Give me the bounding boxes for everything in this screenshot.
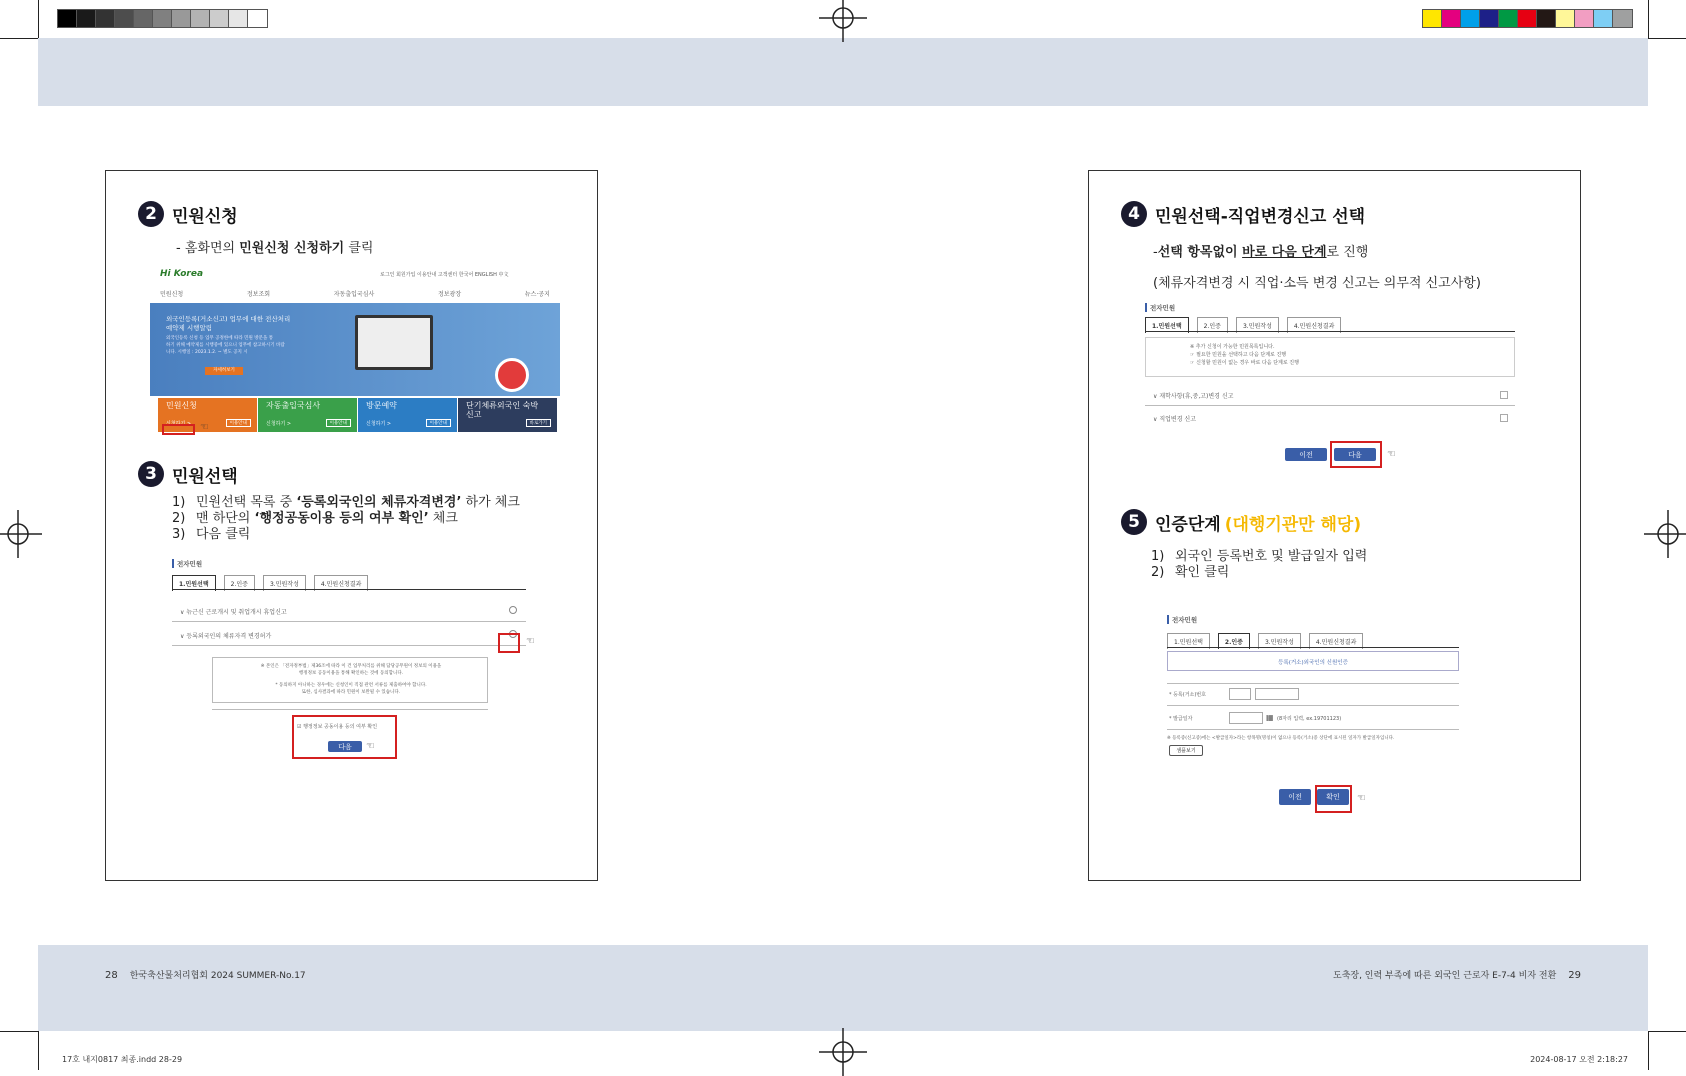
- crop-mark: [0, 1031, 38, 1032]
- section-2-heading: [138, 201, 238, 227]
- pointing-hand-icon: ☜: [366, 741, 375, 752]
- section-title: 민원선택-직업변경신고 선택: [1155, 206, 1366, 227]
- next-button[interactable]: 다음: [328, 741, 362, 752]
- service-tile-4[interactable]: [458, 398, 557, 432]
- reg-number-input-1[interactable]: [1229, 688, 1251, 700]
- footer-right: [1333, 968, 1581, 981]
- auth-title-box: 등록(거소)외국인의 신원인증: [1167, 651, 1459, 671]
- tile-guide-button[interactable]: 바로가기: [526, 419, 551, 427]
- step-2: 2) 확인 클릭: [1151, 565, 1230, 580]
- bottom-band: [38, 945, 1648, 1031]
- section-4-line2: (체류자격변경 시 직업·소득 변경 신고는 의무적 신고사항): [1153, 276, 1481, 291]
- option-row-1[interactable]: ∨ 뉴근신 근로개시 및 취업개시 휴업신고: [180, 609, 287, 616]
- hikorea-screenshot: [150, 263, 560, 433]
- hikorea-logo: Hi Korea: [160, 269, 204, 279]
- crop-mark: [0, 38, 38, 39]
- tile-name: 단기체류외국인 숙박 신고: [466, 401, 539, 419]
- banner-detail-button[interactable]: 자세히보기: [205, 367, 243, 375]
- monitor-image: [355, 315, 433, 370]
- step-3: 3) 다음 클릭: [172, 527, 251, 542]
- section-title: 민원신청: [172, 206, 238, 227]
- confirm-button[interactable]: 확인: [1317, 789, 1349, 805]
- tile-apply-link[interactable]: 신청하기 >: [266, 421, 292, 427]
- info-box: ※ 추가 신청이 가능한 민원목록입니다. ☞ 필요한 민원을 선택하고 다음 단계로 진행 ☞ 신청할 민원이 없는 경우 바로 다음 단계로 진행: [1145, 337, 1515, 377]
- pointing-hand-icon: ☜: [1357, 793, 1366, 804]
- service-tiles: [158, 398, 558, 432]
- tile-name: 민원신청: [166, 401, 197, 410]
- auth-screenshot: [1167, 613, 1467, 783]
- option-checkbox-2[interactable]: [1500, 414, 1508, 422]
- pointing-hand-icon: ☜: [526, 636, 535, 647]
- issue-date-hint: (8자리 입력, ex.19701123): [1277, 716, 1342, 722]
- tab-step-1[interactable]: 1.민원선택: [172, 575, 216, 591]
- issue-date-input[interactable]: [1229, 712, 1263, 724]
- tab-step-4[interactable]: 4.민원신청결과: [314, 575, 369, 591]
- footer-left: [105, 968, 306, 981]
- menu-item-4[interactable]: 정보광장: [438, 291, 462, 298]
- step-2: 2) 맨 하단의 ‘행정공동이용 등의 여부 확인’ 체크: [172, 511, 458, 526]
- service-tile-2[interactable]: [258, 398, 357, 432]
- crop-mark: [38, 1031, 39, 1070]
- tab-step-2[interactable]: 2.인증: [224, 575, 255, 591]
- article-title: 도축장, 인력 부족에 따른 외국인 근로자 E-7-4 비자 전환: [1333, 971, 1557, 981]
- crop-mark: [1648, 1031, 1649, 1070]
- auth-note: ※ 등록증(신고증)에는 <발급일자>라는 항목명(명칭)이 없으나 등록(거소)증 상단에 표시된 일자가 발급일자입니다.: [1167, 736, 1395, 741]
- menu-item-2[interactable]: 정보조회: [246, 291, 271, 298]
- reg-number-label: * 등록(거소)번호: [1169, 692, 1206, 698]
- screen-header: 전자민원: [1145, 303, 1175, 312]
- option-radio-1[interactable]: [509, 606, 517, 614]
- crop-mark: [38, 0, 39, 38]
- reg-number-input-2[interactable]: [1255, 688, 1299, 700]
- section-title: 민원선택: [172, 466, 238, 487]
- tile-guide-button[interactable]: 이용안내: [426, 419, 451, 427]
- registration-mark-icon: [0, 510, 42, 558]
- tab-step-3[interactable]: 3.민원작성: [1258, 633, 1301, 649]
- job-change-screenshot: [1145, 301, 1517, 441]
- banner-body: 외국인등록 신청 등 업무 공정한에 따라 민원 방문을 통 하기 위해 예약제를 시행중에 있으니 업무에 참고하시기 바랍 니다. 시행일 : 2023.1.2. ~ 별도 공지 시: [166, 336, 285, 355]
- publication-title: 한국축산물처리협회 2024 SUMMER-No.17: [129, 971, 306, 981]
- tile-name: 방문예약: [366, 401, 397, 410]
- section-3-heading: [138, 461, 238, 487]
- section-5-steps: [1151, 549, 1367, 581]
- step-1: 1) 민원선택 목록 중 ‘등록외국인의 체류자격변경’ 하가 체크: [172, 495, 520, 510]
- highlight-box: [162, 424, 195, 435]
- tile-name: 자동출입국심사: [266, 401, 321, 410]
- section-4-line1: -선택 항목없이 바로 다음 단계로 진행: [1153, 245, 1369, 260]
- option-row-1[interactable]: ∨ 재학사항(휴,중,고)변경 신고: [1153, 393, 1234, 400]
- tab-step-1[interactable]: 1.민원선택: [1145, 317, 1189, 333]
- tile-apply-link[interactable]: 신청하기 >: [366, 421, 392, 427]
- grayscale-swatches: [57, 9, 268, 28]
- highlight-box: [498, 633, 520, 653]
- top-links[interactable]: 로그인 회원가입 이용안내 고객센터 한국어 ENGLISH 中文: [380, 272, 509, 278]
- tile-guide-button[interactable]: 이용안내: [226, 419, 251, 427]
- pointing-hand-icon: ☜: [1387, 449, 1396, 460]
- highlight-box: [1315, 785, 1352, 813]
- page-number: 29: [1568, 970, 1581, 981]
- notice-box: ※ 본인은 「전자정부법」제36조에 따라 이 건 업무처리를 위해 담당공무원이 정보의 이용을 행정정보 공동이용을 통해 확인하는 것에 동의합니다. * 동의하지 아니하는 경우에는 신청인이 직접 관련 서류를 제출하여야 합니다. 또한, 심사결과에 따라 민원이 보완될 수 있습니다.: [212, 657, 488, 703]
- menu-item-5[interactable]: 뉴스·공지: [524, 291, 550, 298]
- banner-title: 외국인등록(거소신고) 업무에 대한 전산처리 예약제 시행알림: [166, 315, 291, 332]
- highlight-box: [292, 715, 397, 759]
- date-slug: 2024-08-17 오전 2:18:27: [1530, 1055, 1628, 1064]
- section-2-desc: - 홈화면의 민원신청 신청하기 클릭: [176, 241, 374, 256]
- option-checkbox-1[interactable]: [1500, 391, 1508, 399]
- main-menu: [160, 289, 550, 298]
- screen-header: 전자민원: [1167, 615, 1197, 624]
- menu-item-1[interactable]: 민원신청: [160, 291, 184, 298]
- banner: [150, 303, 560, 396]
- section-number: 2: [138, 201, 164, 227]
- registration-mark-icon: [819, 0, 867, 42]
- section-number: 5: [1121, 509, 1147, 535]
- registration-mark-icon: [1644, 510, 1686, 558]
- file-slug: 17호 내지0817 최종.indd 28-29: [62, 1055, 183, 1064]
- calendar-icon[interactable]: ▦: [1266, 713, 1274, 722]
- service-tile-3[interactable]: [358, 398, 457, 432]
- tab-step-3[interactable]: 3.민원작성: [1236, 317, 1279, 333]
- section-number: 4: [1121, 201, 1147, 227]
- left-panel: [105, 170, 598, 881]
- option-row-2[interactable]: ∨ 등록외국인의 체류자격 변경허가: [180, 633, 272, 640]
- tab-step-1[interactable]: 1.민원선택: [1167, 633, 1210, 649]
- tile-apply-link[interactable]: 신청하기 >: [166, 421, 192, 427]
- consent-checkbox[interactable]: ☑ 행정정보 공동이용 등의 여부 확인: [297, 724, 378, 730]
- option-row-2[interactable]: ∨ 직업변경 신고: [1153, 416, 1196, 423]
- sample-button[interactable]: 샘플보기: [1169, 745, 1203, 756]
- section-number: 3: [138, 461, 164, 487]
- registration-mark-icon: [819, 1028, 867, 1076]
- screen-header: 전자민원: [172, 559, 202, 568]
- tab-step-4[interactable]: 4.민원신청결과: [1287, 317, 1342, 333]
- menu-item-3[interactable]: 자동출입국심사: [333, 291, 375, 298]
- crop-mark: [1648, 38, 1686, 39]
- pointing-hand-icon: ☜: [200, 422, 209, 433]
- step-1: 1) 외국인 등록번호 및 발급일자 입력: [1151, 549, 1368, 564]
- page-number: 28: [105, 970, 118, 981]
- tile-guide-button[interactable]: 이용안내: [326, 419, 351, 427]
- tab-step-3[interactable]: 3.민원작성: [263, 575, 306, 591]
- prev-button[interactable]: 이전: [1279, 789, 1311, 805]
- section-4-heading: [1121, 201, 1365, 227]
- section-3-steps: [172, 495, 520, 543]
- crop-mark: [1648, 1031, 1686, 1032]
- top-band: [38, 38, 1648, 106]
- section-title: 인증단계: [1155, 514, 1221, 535]
- tab-step-2[interactable]: 2.인증: [1218, 633, 1250, 649]
- right-panel: [1088, 170, 1581, 881]
- color-swatches: [1422, 9, 1633, 28]
- section-title-highlight: (대행기관만 해당): [1224, 514, 1362, 535]
- alarm-clock-icon: [495, 358, 529, 392]
- crop-mark: [1648, 0, 1649, 38]
- tab-step-2[interactable]: 2.인증: [1197, 317, 1228, 333]
- section-5-heading: [1121, 509, 1361, 535]
- next-button[interactable]: 다음: [1334, 448, 1376, 461]
- tab-step-4[interactable]: 4.민원신청결과: [1309, 633, 1364, 649]
- issue-date-label: * 발급일자: [1169, 716, 1193, 722]
- prev-button[interactable]: 이전: [1285, 448, 1327, 461]
- highlight-box: [1330, 441, 1382, 468]
